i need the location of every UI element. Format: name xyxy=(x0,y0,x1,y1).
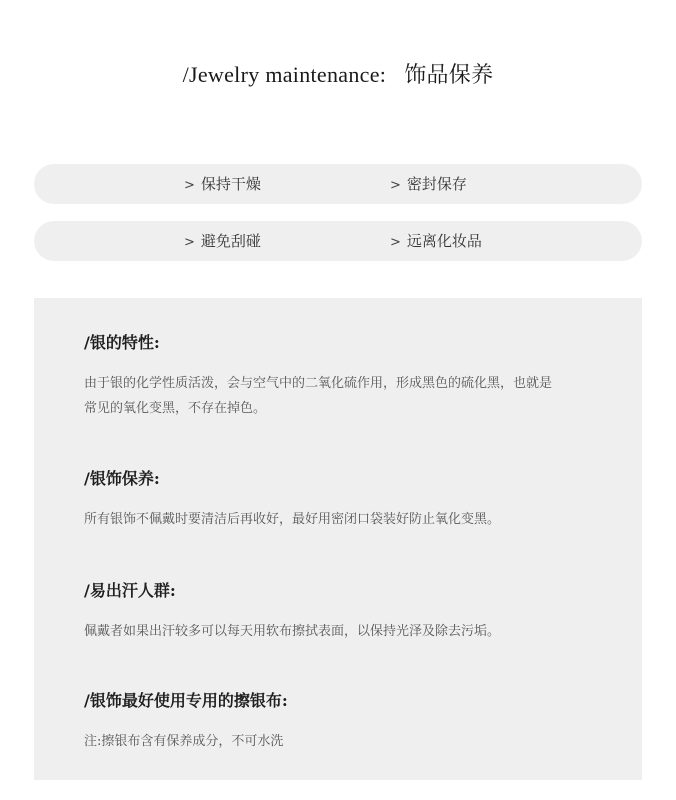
chevron-right-icon: > xyxy=(184,235,195,250)
chevron-right-icon: > xyxy=(184,178,195,193)
chevron-right-icon: > xyxy=(390,235,401,250)
section-body-line: 注:擦银布含有保养成分，不可水洗 xyxy=(84,734,284,749)
chevron-right-icon: > xyxy=(390,178,401,193)
tip-label: 避免刮碰 xyxy=(200,232,261,250)
section-body-line: 常见的氧化变黑，不存在掉色。 xyxy=(84,401,267,416)
tip-sealed-storage xyxy=(390,164,467,204)
page-title-chinese: 饰品保养 xyxy=(404,63,494,88)
tips-row-2 xyxy=(34,221,642,261)
section-body-line: 佩戴者如果出汗较多可以每天用软布擦拭表面，以保持光泽及除去污垢。 xyxy=(84,624,501,639)
section-heading: /银的特性: xyxy=(84,333,160,352)
tip-label: 密封保存 xyxy=(406,175,467,193)
section-silver-care xyxy=(84,466,604,532)
section-body xyxy=(84,507,604,532)
page-title xyxy=(0,58,676,89)
section-body-line: 所有银饰不佩戴时要清洁后再收好，最好用密闭口袋装好防止氧化变黑。 xyxy=(84,512,501,527)
tip-avoid-scratches xyxy=(184,221,261,261)
section-heading: /银饰保养: xyxy=(84,469,160,488)
tip-away-from-cosmetics xyxy=(390,221,482,261)
section-sweaty-people xyxy=(84,578,604,644)
care-info-panel xyxy=(34,298,642,780)
page-title-english: /Jewelry maintenance: xyxy=(182,62,387,87)
tips-row-1 xyxy=(34,164,642,204)
section-heading: /银饰最好使用专用的擦银布: xyxy=(84,691,288,710)
tip-label: 保持干燥 xyxy=(200,175,261,193)
tip-keep-dry xyxy=(184,164,261,204)
section-body-line: 由于银的化学性质活泼，会与空气中的二氧化硫作用，形成黑色的硫化黑，也就是 xyxy=(84,376,553,391)
tip-label: 远离化妆品 xyxy=(406,232,482,250)
section-body xyxy=(84,729,604,754)
section-silver-properties xyxy=(84,330,604,421)
section-heading: /易出汗人群: xyxy=(84,581,176,600)
section-polishing-cloth xyxy=(84,688,604,754)
section-body xyxy=(84,619,604,644)
section-body xyxy=(84,371,604,421)
